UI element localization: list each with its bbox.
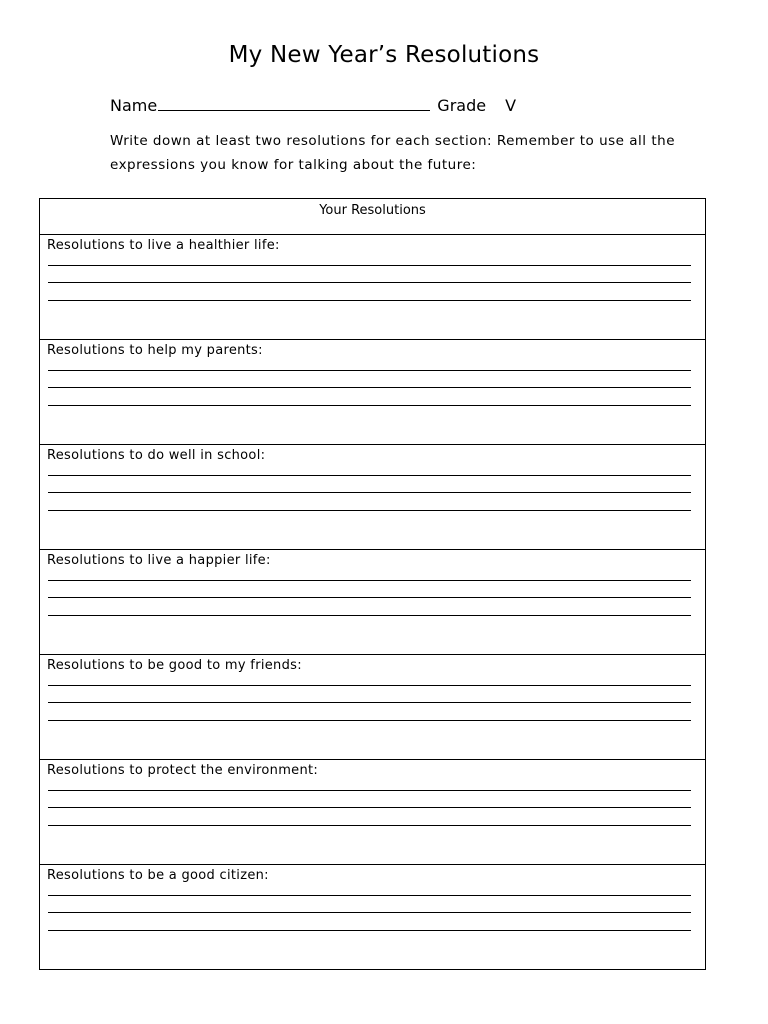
write-line[interactable] bbox=[48, 930, 691, 931]
write-line[interactable] bbox=[48, 597, 691, 598]
instructions-text: Write down at least two resolutions for each section: Remember to use all the expressions you know for talking about the future: bbox=[110, 133, 675, 173]
name-blank-line[interactable] bbox=[158, 94, 430, 111]
name-label: Name bbox=[110, 96, 158, 115]
write-line[interactable] bbox=[48, 510, 691, 511]
resolution-section bbox=[40, 340, 705, 445]
write-line[interactable] bbox=[48, 702, 691, 703]
write-line[interactable] bbox=[48, 912, 691, 913]
write-line[interactable] bbox=[48, 387, 691, 388]
section-label: Resolutions to be a good citizen: bbox=[47, 868, 269, 883]
grade-label: Grade bbox=[437, 96, 487, 115]
write-line[interactable] bbox=[48, 615, 691, 616]
section-label: Resolutions to live a healthier life: bbox=[47, 238, 280, 253]
write-line[interactable] bbox=[48, 405, 691, 406]
resolution-section bbox=[40, 445, 705, 550]
section-label: Resolutions to do well in school: bbox=[47, 448, 266, 463]
write-line[interactable] bbox=[48, 475, 691, 476]
resolution-section bbox=[40, 865, 705, 971]
section-label: Resolutions to help my parents: bbox=[47, 343, 263, 358]
worksheet-title: My New Year’s Resolutions bbox=[228, 42, 540, 68]
write-line[interactable] bbox=[48, 580, 691, 581]
resolution-section bbox=[40, 760, 705, 865]
section-label: Resolutions to be good to my friends: bbox=[47, 658, 302, 673]
write-line[interactable] bbox=[48, 685, 691, 686]
write-line[interactable] bbox=[48, 790, 691, 791]
resolution-section bbox=[40, 235, 705, 340]
resolution-section bbox=[40, 550, 705, 655]
write-line[interactable] bbox=[48, 265, 691, 266]
write-line[interactable] bbox=[48, 282, 691, 283]
table-header: Your Resolutions bbox=[40, 199, 705, 235]
write-line[interactable] bbox=[48, 492, 691, 493]
write-line[interactable] bbox=[48, 300, 691, 301]
write-line[interactable] bbox=[48, 370, 691, 371]
write-line[interactable] bbox=[48, 825, 691, 826]
name-grade-row bbox=[110, 94, 516, 115]
section-label: Resolutions to live a happier life: bbox=[47, 553, 271, 568]
write-line[interactable] bbox=[48, 720, 691, 721]
resolutions-table bbox=[39, 198, 706, 970]
section-label: Resolutions to protect the environment: bbox=[47, 763, 319, 778]
resolution-section bbox=[40, 655, 705, 760]
write-line[interactable] bbox=[48, 807, 691, 808]
grade-value: V bbox=[505, 96, 517, 115]
write-line[interactable] bbox=[48, 895, 691, 896]
